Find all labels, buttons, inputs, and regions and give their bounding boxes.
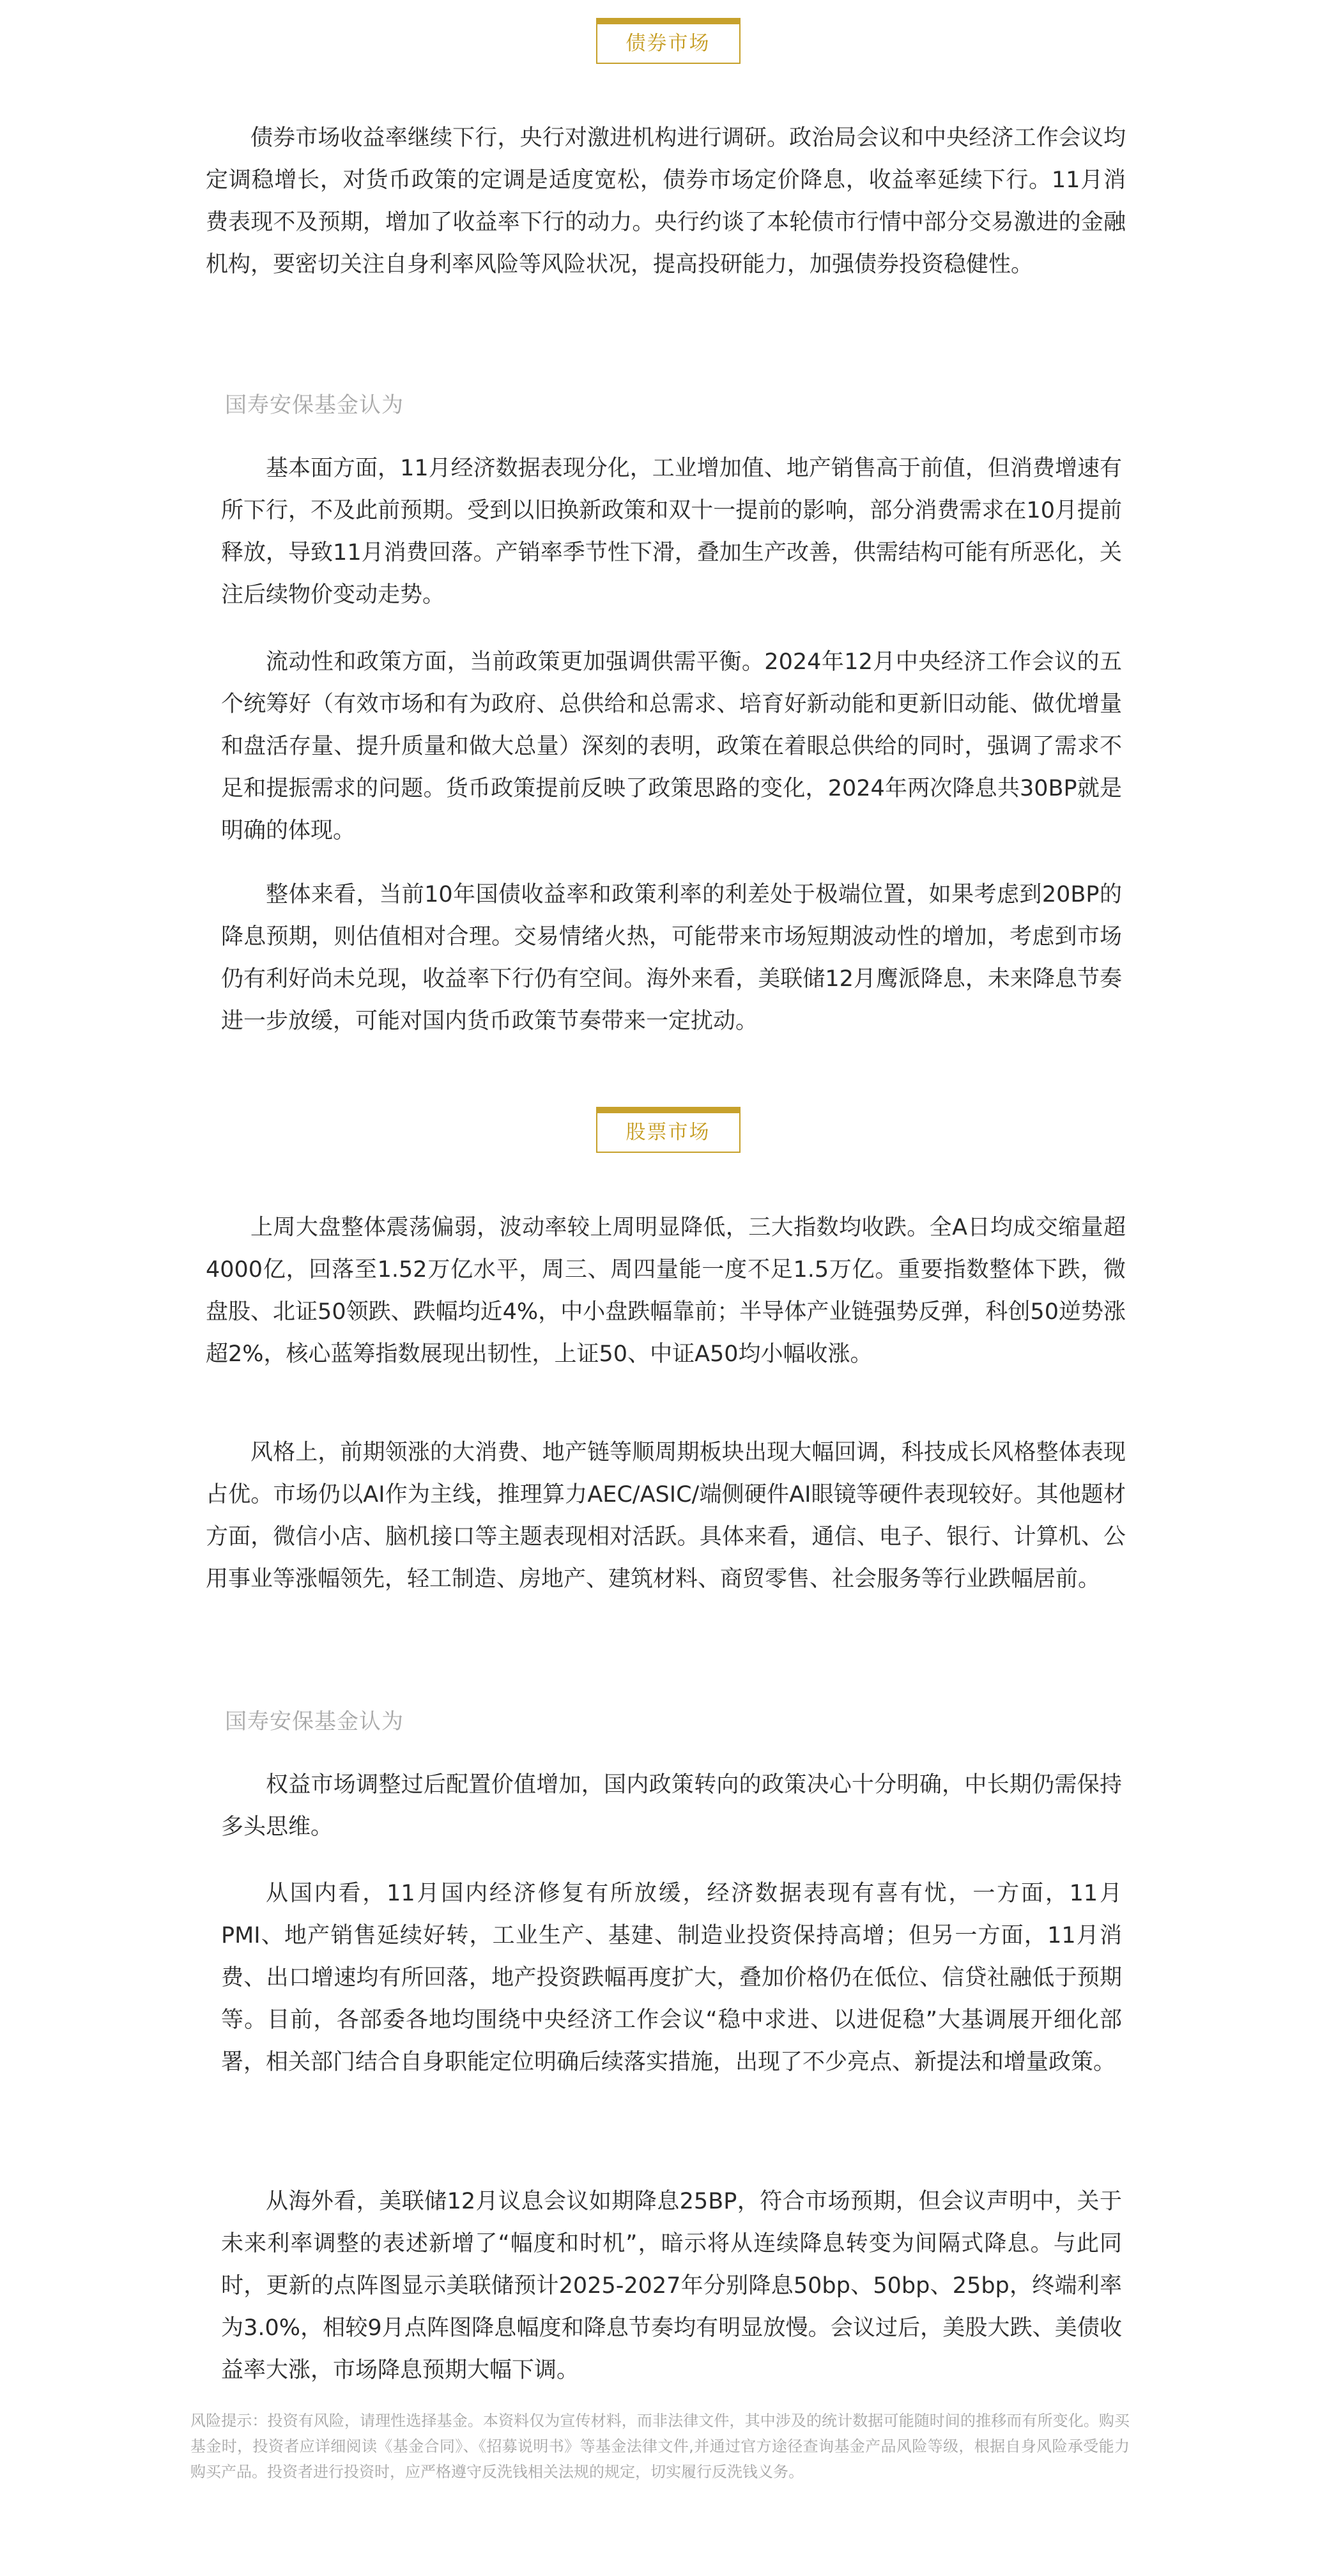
bond-view-heading: 国寿安保基金认为	[225, 392, 404, 418]
bond-view-paragraph-1: 基本面方面，11月经济数据表现分化，工业增加值、地产销售高于前值，但消费增速有所下行，不及此前预期。受到以旧换新政策和双十一提前的影响，部分消费需求在10月提前释放，导致11月消费回落。产销率季节性下滑，叠加生产改善，供需结构可能有所恶化，关注后续物价变动走势。	[221, 456, 1122, 608]
stock-view-paragraph-2: 从国内看，11月国内经济修复有所放缓，经济数据表现有喜有忧，一方面，11月PMI、地产销售延续好转，工业生产、基建、制造业投资保持高增；但另一方面，11月消费、出口增速均有所回落，地产投资跌幅再度扩大，叠加价格仍在低位、信贷社融低于预期等。目前，各部委各地均围绕中央经济工作会议“稳中求进、以进促稳”大基调展开细化部署，相关部门结合自身职能定位明确后续落实措施，出现了不少亮点、新提法和增量政策。	[221, 1881, 1122, 2075]
bond-section-title-tag	[596, 18, 741, 64]
bond-section-title: 债券市场	[626, 31, 710, 55]
bond-view-paragraph-2: 流动性和政策方面，当前政策更加强调供需平衡。2024年12月中央经济工作会议的五个统筹好（有效市场和有为政府、总供给和总需求、培育好新动能和更新旧动能、做优增量和盘活存量、提升质量和做大总量）深刻的表明，政策在着眼总供给的同时，强调了需求不足和提振需求的问题。货币政策提前反映了政策思路的变化，2024年两次降息共30BP就是明确的体现。	[221, 649, 1122, 844]
stock-intro-paragraph-1: 上周大盘整体震荡偏弱，波动率较上周明显降低，三大指数均收跌。全A日均成交缩量超4000亿，回落至1.52万亿水平，周三、周四量能一度不足1.5万亿。重要指数整体下跌，微盘股、北证50领跌、跌幅均近4%，中小盘跌幅靠前；半导体产业链强势反弹，科创50逆势涨超2%，核心蓝筹指数展现出韧性，上证50、中证A50均小幅收涨。	[206, 1215, 1126, 1367]
stock-view-heading: 国寿安保基金认为	[225, 1709, 404, 1734]
risk-disclaimer: 风险提示：投资有风险，请理性选择基金。本资料仅为宣传材料，而非法律文件，其中涉及的统计数据可能随时间的推移而有所变化。购买基金时，投资者应详细阅读《基金合同》、《招募说明书》等基金法律文件,并通过官方途径查询基金产品风险等级，根据自身风险承受能力购买产品。投资者进行投资时，应严格遵守反洗钱相关法规的规定，切实履行反洗钱义务。	[190, 2412, 1130, 2481]
stock-section-title: 股票市场	[626, 1120, 710, 1144]
bond-view-paragraph-3: 整体来看，当前10年国债收益率和政策利率的利差处于极端位置，如果考虑到20BP的降息预期，则估值相对合理。交易情绪火热，可能带来市场短期波动性的增加，考虑到市场仍有利好尚未兑现，收益率下行仍有空间。海外来看，美联储12月鹰派降息，未来降息节奏进一步放缓，可能对国内货币政策节奏带来一定扰动。	[221, 882, 1122, 1034]
stock-intro-paragraph-2: 风格上，前期领涨的大消费、地产链等顺周期板块出现大幅回调，科技成长风格整体表现占优。市场仍以AI作为主线，推理算力AEC/ASIC/端侧硬件AI眼镜等硬件表现较好。其他题材方面，微信小店、脑机接口等主题表现相对活跃。具体来看，通信、电子、银行、计算机、公用事业等涨幅领先，轻工制造、房地产、建筑材料、商贸零售、社会服务等行业跌幅居前。	[206, 1440, 1126, 1592]
stock-section-title-tag	[596, 1107, 741, 1153]
stock-view-paragraph-3: 从海外看，美联储12月议息会议如期降息25BP，符合市场预期，但会议声明中，关于未来利率调整的表述新增了“幅度和时机”，暗示将从连续降息转变为间隔式降息。与此同时，更新的点阵图显示美联储预计2025-2027年分别降息50bp、50bp、25bp，终端利率为3.0%，相较9月点阵图降息幅度和降息节奏均有明显放慢。会议过后，美股大跌、美债收益率大涨，市场降息预期大幅下调。	[221, 2189, 1122, 2383]
bond-intro-paragraph: 债券市场收益率继续下行，央行对激进机构进行调研。政治局会议和中央经济工作会议均定调稳增长，对货币政策的定调是适度宽松，债券市场定价降息，收益率延续下行。11月消费表现不及预期，增加了收益率下行的动力。央行约谈了本轮债市行情中部分交易激进的金融机构，要密切关注自身利率风险等风险状况，提高投研能力，加强债券投资稳健性。	[206, 125, 1126, 277]
stock-view-paragraph-1: 权益市场调整过后配置价值增加，国内政策转向的政策决心十分明确，中长期仍需保持多头思维。	[221, 1772, 1122, 1840]
